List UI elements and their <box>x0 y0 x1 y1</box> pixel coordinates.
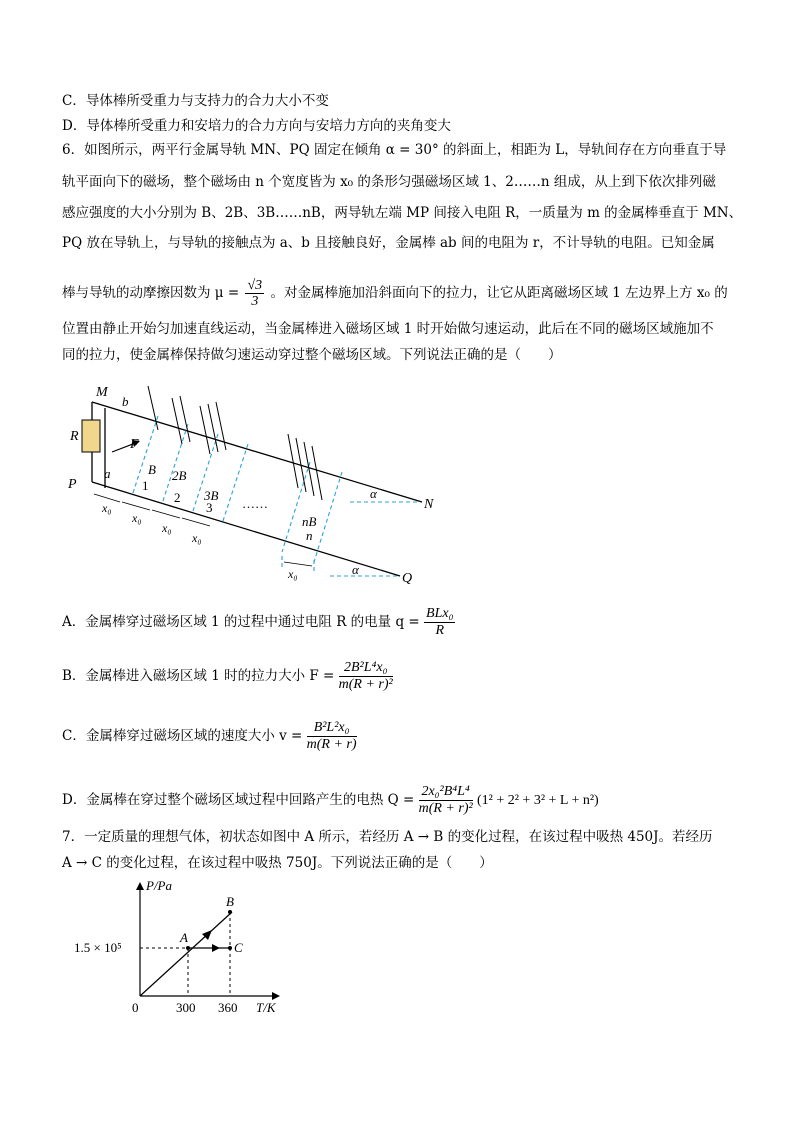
q5-option-d: D．导体棒所受重力和安培力的合力方向与安培力方向的夹角变大 <box>62 118 451 134</box>
mu-numerator: √3 <box>247 278 263 293</box>
option-b-fraction <box>339 660 393 693</box>
graph-x-360: 360 <box>218 1000 238 1015</box>
option-b-denominator: m(R + r)² <box>338 677 393 692</box>
point-c <box>228 946 232 950</box>
option-a-denominator: R <box>435 623 444 638</box>
q6-option-d <box>62 784 599 817</box>
mu-fraction <box>245 278 264 309</box>
label-b: b <box>122 394 129 409</box>
label-m: M <box>96 385 108 400</box>
graph-label-c: C <box>234 940 243 955</box>
q6-stem-line-5 <box>62 278 728 309</box>
label-n: N <box>424 497 434 512</box>
region-3: 3 <box>206 500 213 515</box>
pt-graph <box>70 878 290 1018</box>
x0-label-2: x₀ <box>132 511 142 525</box>
q6-option-d-text: D．金属棒在穿过整个磁场区域过程中回路产生的电热 Q = <box>62 792 415 808</box>
alpha-label-top: α <box>370 486 377 501</box>
region-n: n <box>306 528 313 543</box>
x0-label-3: x₀ <box>162 521 172 535</box>
field-label-2b: 2B <box>172 468 187 483</box>
q6-stem-line-2: 轨平面向下的磁场，整个磁场由 n 个宽度皆为 x₀ 的条形匀强磁场区域 1、2……n 组成，从上到下依次排列磁 <box>62 174 716 190</box>
label-q: Q <box>402 571 413 586</box>
q6-option-c <box>62 720 357 753</box>
graph-x-label: T/K <box>256 1000 276 1015</box>
option-d-tail: (1² + 2² + 3² + L + n²) <box>476 793 599 808</box>
q7-stem-line-2: A → C 的变化过程，在该过程中吸热 750J。下列说法正确的是（ ） <box>62 855 493 871</box>
q6-option-b <box>62 660 393 693</box>
q6-stem-line-3: 感应强度的大小分别为 B、2B、3B……nB，两导轨左端 MP 间接入电阻 R，一质量为 m 的金属棒垂直于 MN、 <box>62 205 743 221</box>
label-a: a <box>104 466 111 481</box>
ellipsis: …… <box>242 496 268 511</box>
x-axis-arrow <box>272 992 280 1000</box>
line-ab <box>140 912 232 996</box>
option-d-fraction <box>419 784 473 817</box>
graph-y-value: 1.5 × 10⁵ <box>74 940 122 955</box>
graph-label-a: A <box>180 930 188 945</box>
width-markers <box>94 494 312 566</box>
y-axis-arrow <box>136 882 144 890</box>
q6-stem-line-4: PQ 放在导轨上，与导轨的接触点为 a、b 且接触良好，金属棒 ab 间的电阻为 r，不计导轨的电阻。已知金属 <box>62 235 715 251</box>
q6-option-a-text: A．金属棒穿过磁场区域 1 的过程中通过电阻 R 的电量 q = <box>62 614 420 630</box>
q7-stem-line-1: 7．一定质量的理想气体，初状态如图中 A 所示，若经历 A → B 的变化过程，在该过程中吸热 450J。若经历 <box>62 829 713 845</box>
x0-label-4: x₀ <box>192 531 202 545</box>
field-label-nb: nB <box>302 514 317 529</box>
q6-option-a <box>62 606 455 639</box>
graph-y-label: P/Pa <box>146 878 172 893</box>
ac-arrow <box>212 944 220 952</box>
graph-x-300: 300 <box>176 1000 196 1015</box>
q6-line5-part1: 棒与导轨的动摩擦因数为 μ = <box>62 285 240 301</box>
option-b-numerator: 2B²L⁴x₀ <box>339 660 393 677</box>
option-a-fraction <box>424 606 455 639</box>
label-f: F <box>130 437 139 452</box>
option-d-denominator: m(R + r)² <box>418 801 473 816</box>
q6-option-b-text: B．金属棒进入磁场区域 1 时的拉力大小 F = <box>62 668 335 684</box>
graph-origin: 0 <box>132 1000 139 1015</box>
graph-label-b: B <box>226 894 234 909</box>
option-d-numerator: 2x₀²B⁴L⁴ <box>419 784 473 801</box>
q5-option-c: C．导体棒所受重力与支持力的合力大小不变 <box>62 93 329 109</box>
option-c-numerator: B²L²x₀ <box>307 720 357 737</box>
label-r: R <box>70 429 79 444</box>
region-2: 2 <box>174 490 181 505</box>
alpha-label-bottom: α <box>352 562 359 577</box>
x0-label-n: x₀ <box>288 567 298 581</box>
q6-option-c-text: C．金属棒穿过磁场区域的速度大小 v = <box>62 728 303 744</box>
field-label-b: B <box>148 462 156 477</box>
option-c-denominator: m(R + r) <box>306 737 357 752</box>
option-a-numerator: BLx₀ <box>426 606 454 621</box>
field-label-3b: 3B <box>204 488 219 503</box>
x0-label-1: x₀ <box>102 501 112 515</box>
point-a <box>186 946 190 950</box>
label-p: P <box>68 477 77 492</box>
q6-stem-line-6: 位置由静止开始匀加速直线运动，当金属棒进入磁场区域 1 时开始做匀速运动，此后在不同的磁场区域施加不 <box>62 321 714 337</box>
region-1: 1 <box>142 478 149 493</box>
q6-stem-line-1: 6．如图所示，两平行金属导轨 MN、PQ 固定在倾角 α = 30° 的斜面上，相距为 L，导轨间存在方向垂直于导 <box>62 142 727 158</box>
magnetic-rail-figure <box>60 378 450 588</box>
mu-denominator: 3 <box>251 294 259 309</box>
q6-line5-part2: 。对金属棒施加沿斜面向下的拉力，让它从距离磁场区域 1 左边界上方 x₀ 的 <box>270 285 728 301</box>
point-b <box>228 910 232 914</box>
q6-stem-line-7: 同的拉力，使金属棒保持做匀速运动穿过整个磁场区域。下列说法正确的是（ ） <box>62 347 562 363</box>
option-c-fraction <box>307 720 357 753</box>
resistor-r <box>82 420 100 452</box>
